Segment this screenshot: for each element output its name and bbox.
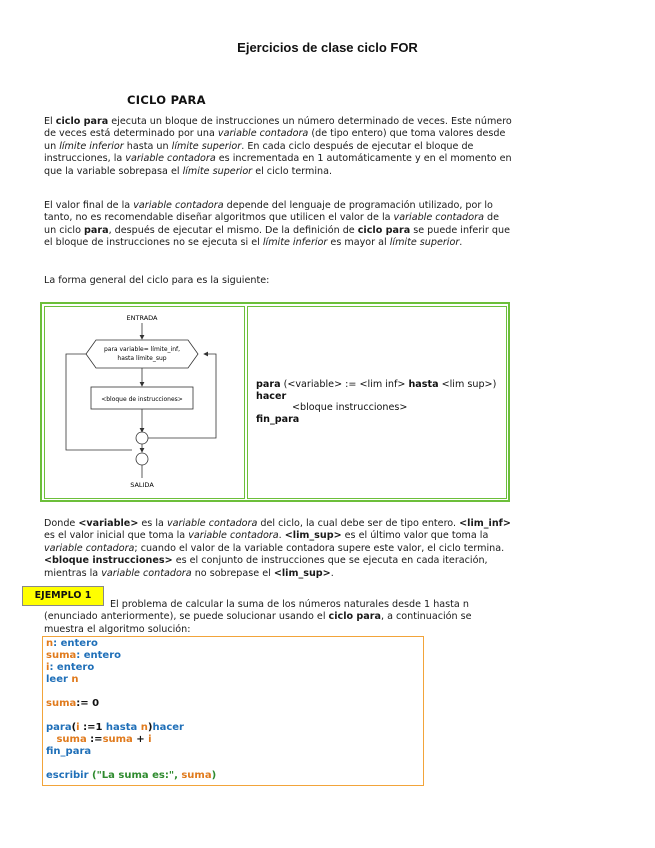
example-badge: EJEMPLO 1 (22, 586, 104, 606)
flowchart-entry-label: ENTRADA (126, 314, 158, 322)
intro-paragraph-3: La forma general del ciclo para es la siguiente: (44, 275, 270, 286)
flowchart-join-node (136, 432, 148, 444)
flowchart-diagram (44, 306, 245, 499)
intro-paragraph-2: El valor final de la variable contadora depende del lenguaje de programación utilizado, por lo tanto, no es recomendable diseñar algoritmos que utilicen el valor de la variable contadora de un ciclo para, después de ejecutar el mismo. De la definición de ciclo para se puede inferir que el bloque de instrucciones no se ejecuta si el límite inferior es mayor al límite superior. (44, 200, 511, 249)
flowchart-loop-label-1: para variable= límite_inf, (103, 346, 181, 353)
syntax-definition: para (<variable> := <lim inf> hasta <lim sup>) hacer <bloque instrucciones> fin_para (256, 379, 497, 425)
code-line-9: escribir ("La suma es:", suma) (46, 770, 217, 781)
code-line-5: suma:= 0 (46, 698, 100, 709)
flowchart-exit-node (136, 453, 148, 465)
code-line-7: suma :=suma + i (56, 734, 152, 745)
example-description: El problema de calcular la suma de los números naturales desde 1 hasta n (enunciado anteriormente), se puede solucionar usando el ciclo para, a continuación se muestra el algoritmo solución: (44, 599, 472, 635)
syntax-explanation: Donde <variable> es la variable contadora del ciclo, la cual debe ser de tipo entero. <lim_inf> es el valor inicial que toma la variable contadora. <lim_sup> es el último valor que toma la variable contadora; cuando el valor de la variable contadora supere este valor, el ciclo termina. <bloque instrucciones> es el conjunto de instrucciones que se ejecuta en cada iteración, mientras la variable contadora no sobrepase el <lim_sup>. (44, 518, 511, 579)
code-line-4: leer n (46, 674, 79, 685)
code-line-6: para(i :=1 hasta n)hacer (46, 722, 184, 733)
intro-paragraph-1: El ciclo para ejecuta un bloque de instrucciones un número determinado de veces. Este número de veces está determinado por una variable contadora (de tipo entero) que toma valores desde un límite inferior hasta un límite superior. En cada ciclo después de ejecutar el bloque de instrucciones, la variable contadora es incrementada en 1 automáticamente y en el momento en que la variable sobrepasa el límite superior el ciclo termina. (44, 116, 512, 177)
code-line-2: suma: entero (46, 650, 121, 661)
flowchart-block-label: <bloque de instrucciones> (101, 396, 183, 403)
code-line-8: fin_para (46, 746, 92, 757)
flowchart-loop-label-2: hasta límite_sup (117, 355, 167, 362)
code-line-1: n: entero (46, 638, 98, 649)
flowchart-exit-label: SALIDA (130, 481, 154, 489)
section-heading: CICLO PARA (127, 93, 206, 107)
code-line-3: i: entero (46, 662, 95, 673)
flowchart-loop-shape (86, 340, 198, 368)
document-title: Ejercicios de clase ciclo FOR (237, 40, 418, 55)
